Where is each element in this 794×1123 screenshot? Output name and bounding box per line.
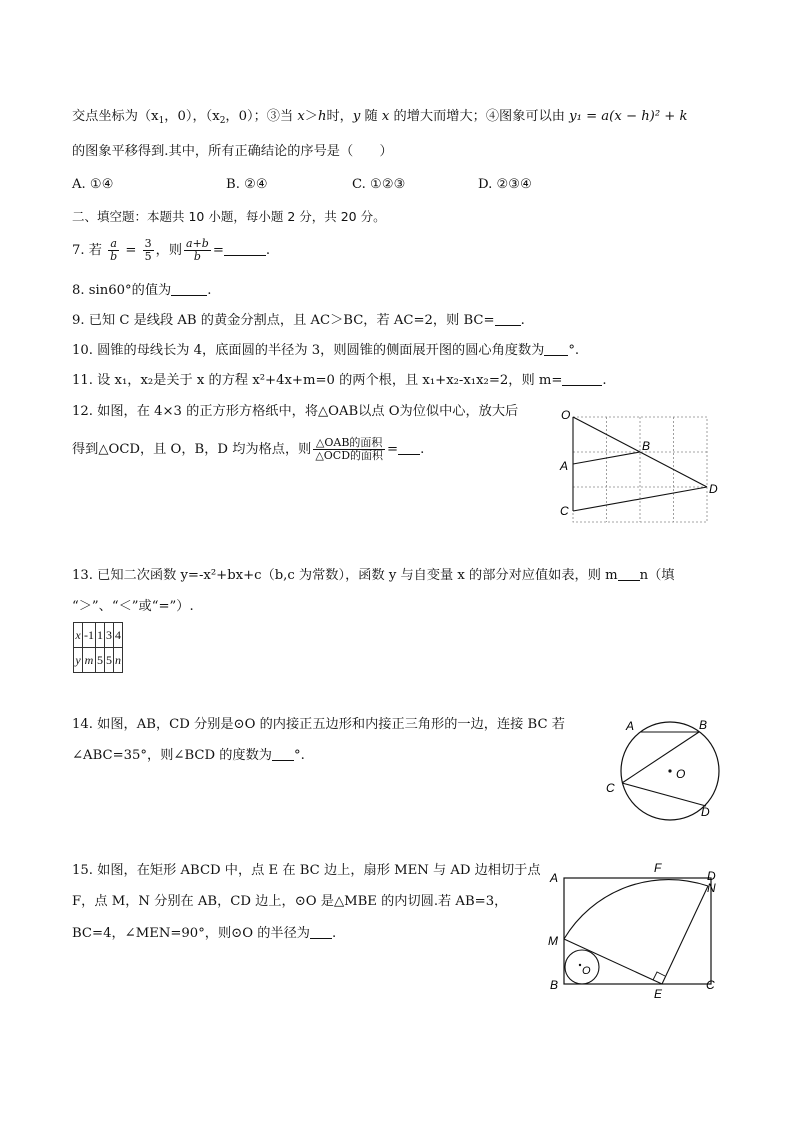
q10-answer-blank[interactable] bbox=[544, 343, 568, 356]
q12-frac-num: △OAB的面积 bbox=[313, 437, 385, 450]
q12-grid bbox=[573, 417, 707, 522]
q8-answer-blank[interactable] bbox=[171, 283, 207, 296]
table-cell: x bbox=[74, 623, 83, 648]
q14-label-d: D bbox=[701, 805, 710, 819]
q6-text-c: ，0）；③当 bbox=[225, 109, 298, 124]
q7-fraction-a-b bbox=[108, 238, 119, 263]
table-row bbox=[74, 623, 123, 648]
q6-text-e: 随 bbox=[360, 109, 382, 124]
q6-option-d[interactable]: D. ②③④ bbox=[478, 177, 532, 192]
q15-line2: F，点 M，N 分别在 AB，CD 边上，⊙O 是△MBE 的内切圆.若 AB=3， bbox=[72, 894, 508, 909]
q11-answer-blank[interactable] bbox=[562, 373, 602, 386]
table-cell: 5 bbox=[105, 648, 114, 673]
q6-var-y: y bbox=[352, 109, 361, 124]
q15-label-a: A bbox=[550, 871, 559, 885]
q6-option-c[interactable]: C. ①②③ bbox=[352, 177, 406, 192]
table-cell: 1 bbox=[96, 623, 105, 648]
q10 bbox=[72, 342, 579, 360]
q15-end: . bbox=[331, 926, 337, 941]
q6-gt: ＞ bbox=[304, 109, 318, 124]
q15-line1: 15. 如图，在矩形 ABCD 中，点 E 在 BC 边上，扇形 MEN 与 AD 边相切于点 bbox=[72, 863, 541, 878]
q14-text-a: ∠ABC=35°，则∠BCD 的度数为 bbox=[72, 748, 272, 763]
table-cell: 4 bbox=[114, 623, 123, 648]
q6-text-b: ，0），（x bbox=[164, 109, 220, 124]
q12-line1: 12. 如图，在 4×3 的正方形方格纸中，将△OAB以点 O为位似中心，放大后 bbox=[72, 404, 519, 419]
q7-mid: ，则 bbox=[155, 243, 183, 258]
q15-label-c: C bbox=[706, 978, 715, 992]
q6-text-d: 时， bbox=[326, 109, 353, 124]
table-cell: 5 bbox=[96, 648, 105, 673]
q15-label-f: F bbox=[654, 861, 662, 875]
q13-text-b: n（填 bbox=[639, 568, 675, 583]
q14-line1: 14. 如图，AB，CD 分别是⊙O 的内接正五边形和内接正三角形的一边，连接 BC 若 bbox=[72, 717, 565, 732]
q6-option-a[interactable]: A. ①④ bbox=[72, 177, 114, 192]
q12-frac-den: △OCD的面积 bbox=[315, 449, 384, 462]
q9-answer-blank[interactable] bbox=[495, 313, 521, 326]
q10-text: 10. 圆锥的母线长为 4，底面圆的半径为 3，则圆锥的侧面展开图的圆心角度数为 bbox=[72, 343, 545, 358]
q6-line1 bbox=[72, 108, 688, 130]
q8 bbox=[72, 282, 211, 300]
q7-fraction-ab-b bbox=[184, 238, 211, 263]
q15-sector-arc bbox=[564, 880, 708, 939]
q15-label-m: M bbox=[548, 934, 558, 948]
q15-incircle-center bbox=[579, 964, 581, 966]
q8-text: 8. sin60°的值为 bbox=[72, 283, 172, 298]
table-cell: n bbox=[114, 648, 123, 673]
q7-f2-num: 3 bbox=[144, 237, 152, 250]
section-heading: 二、填空题：本题共 10 小题，每小题 2 分，共 20 分。 bbox=[72, 209, 386, 224]
q6-text-a: 交点坐标为（x bbox=[72, 109, 159, 124]
q12-text-b: = bbox=[387, 442, 399, 457]
q15-line3 bbox=[72, 925, 336, 943]
q8-end: . bbox=[207, 283, 212, 298]
q9 bbox=[72, 312, 525, 330]
q7-f1-den: b bbox=[110, 250, 118, 263]
q15-right-angle-mark bbox=[653, 972, 665, 980]
q12-label-a: A bbox=[560, 459, 569, 473]
q7-suffix: = bbox=[212, 243, 224, 258]
q7-answer-blank[interactable] bbox=[224, 243, 266, 256]
q12-label-d: D bbox=[709, 482, 718, 496]
q6-sub1: 1 bbox=[158, 116, 165, 126]
q12-triangles bbox=[573, 417, 707, 511]
q14-center-dot bbox=[668, 769, 671, 772]
table-cell: -1 bbox=[83, 623, 96, 648]
q6-var-h: h bbox=[317, 109, 327, 124]
q6-var-x: x bbox=[297, 109, 305, 124]
q14-answer-blank[interactable] bbox=[272, 748, 294, 761]
q13-line2: “＞”、“＜”或“=”）. bbox=[72, 599, 194, 614]
q7 bbox=[72, 236, 270, 266]
q13-value-table bbox=[73, 622, 123, 673]
q13-line1 bbox=[72, 567, 675, 585]
q13-text-a: 13. 已知二次函数 y=-x²+bx+c（b,c 为常数），函数 y 与自变量 x 的部分对应值如表，则 m bbox=[72, 568, 618, 583]
q7-f3-den: b bbox=[193, 250, 201, 263]
table-row bbox=[74, 648, 123, 673]
q7-f1-num: a bbox=[108, 238, 119, 251]
q15-label-d: D bbox=[707, 869, 716, 883]
q12-end: . bbox=[420, 442, 425, 457]
q15-text-a: BC=4，∠MEN=90°，则⊙O 的半径为 bbox=[72, 926, 310, 941]
q14-label-c: C bbox=[606, 781, 615, 795]
q6-formula: y₁ = a(x − h)² + k bbox=[569, 109, 688, 124]
q7-eq: = bbox=[121, 243, 141, 258]
q6-var-x2: x bbox=[381, 109, 390, 124]
q15-label-o: O bbox=[582, 965, 591, 977]
q7-end: . bbox=[265, 243, 271, 258]
q12-line2 bbox=[72, 432, 424, 468]
q11-text: 11. 设 x₁，x₂是关于 x 的方程 x²+4x+m=0 的两个根，且 x₁+x₂-x₁x₂=2，则 m= bbox=[72, 373, 563, 388]
q15-label-n: N bbox=[707, 881, 716, 895]
table-cell: m bbox=[83, 648, 96, 673]
q6-options bbox=[72, 176, 672, 194]
q11 bbox=[72, 372, 607, 390]
q13-answer-blank[interactable] bbox=[618, 568, 640, 581]
q6-line2: 的图象平移得到.其中，所有正确结论的序号是（ ） bbox=[72, 144, 393, 159]
q12-label-c: C bbox=[560, 504, 569, 518]
q7-f2-den: 5 bbox=[144, 250, 152, 263]
q6-sub2: 2 bbox=[219, 116, 226, 126]
q7-fraction-3-5 bbox=[143, 238, 154, 263]
q12-answer-blank[interactable] bbox=[398, 442, 420, 455]
q7-prefix: 7. 若 bbox=[72, 243, 107, 258]
table-cell: y bbox=[74, 648, 83, 673]
q14-label-b: B bbox=[699, 718, 708, 732]
q6-text-f: 的增大而增大；④图象可以由 bbox=[389, 109, 570, 124]
q12-label-b: B bbox=[642, 439, 651, 453]
q12-grid-figure bbox=[555, 405, 730, 525]
q12-label-o: O bbox=[561, 408, 571, 422]
q12-area-ratio bbox=[313, 437, 385, 462]
q11-end: . bbox=[602, 373, 607, 388]
q7-f3-num: a+b bbox=[186, 237, 209, 250]
q15-answer-blank[interactable] bbox=[310, 926, 332, 939]
q15-label-b: B bbox=[550, 978, 559, 992]
q10-end: °. bbox=[568, 343, 580, 358]
table-cell: 3 bbox=[105, 623, 114, 648]
q12-text-a: 得到△OCD，且 O，B，D 均为格点，则 bbox=[72, 442, 312, 457]
q9-text: 9. 已知 C 是线段 AB 的黄金分割点，且 AC＞BC，若 AC=2，则 BC= bbox=[72, 313, 495, 328]
q14-end: °. bbox=[294, 748, 305, 763]
q9-end: . bbox=[520, 313, 525, 328]
q6-option-b[interactable]: B. ②④ bbox=[226, 177, 268, 192]
q14-label-o: O bbox=[676, 767, 686, 781]
q14-chords bbox=[622, 732, 706, 806]
q14-line2 bbox=[72, 747, 305, 765]
q14-circle-figure bbox=[600, 710, 740, 825]
q14-label-a: A bbox=[626, 719, 635, 733]
q15-rectangle-figure bbox=[540, 858, 725, 998]
q15-label-e: E bbox=[654, 987, 663, 998]
